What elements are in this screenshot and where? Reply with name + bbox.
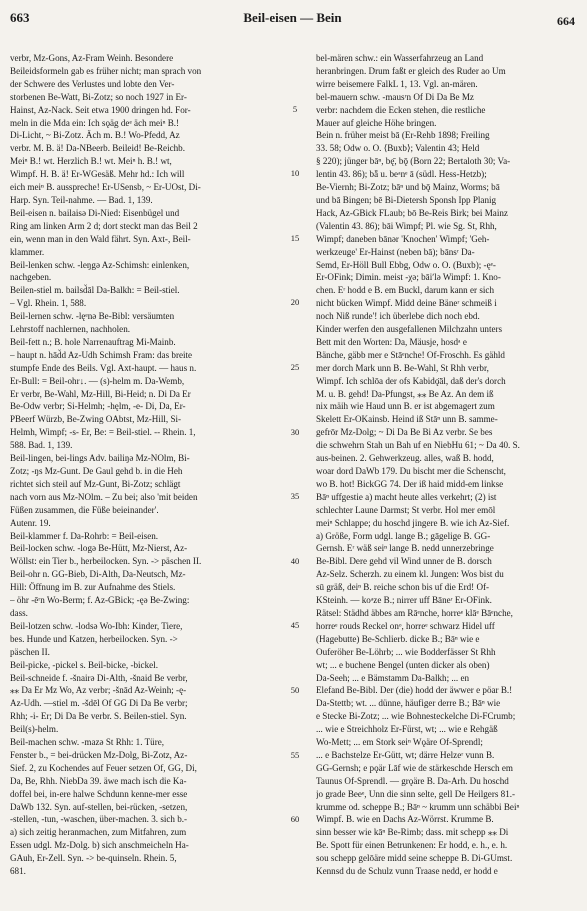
text-line: sinn besser wie kāⁿ Be-Rimb; dass. mit schepp ⁎⁎ Di	[316, 827, 509, 838]
page-number-left: 663	[10, 10, 30, 25]
text-line: Ouferöher Be-Löhrb; ... wie Bodderfässer St Rhh	[316, 646, 496, 657]
text-line: – öhr -ēʳn Wo-Berm; f. Az-GBick; -ęə Be-Zwing:	[10, 595, 190, 606]
text-line: Beil-lenken schw. -leŋgə Az-Schimsh: einlenken,	[10, 259, 190, 270]
text-line: – haupt n. hād̆d Az-Udh Schimsh Fram: das breite	[10, 349, 193, 360]
text-line: heranbringen. Drum faßt er gleich des Ruder ao Um	[316, 65, 506, 76]
text-line: Semd, Er-Höll Bull Ebbg, Odw o. O. (Buxb); -ęᵉ-	[316, 259, 496, 270]
text-line: gefrōr Mz-Dolg; ~ Di Da Be Bi Az verbr. Se bes	[316, 427, 493, 438]
text-line: krumme od. scheppe B.; Bāⁿ ~ krumm unn schäbbi Beiⁿ	[316, 801, 520, 812]
text-line: richtet sich steil auf Mz-Gunt, Bi-Zotz; schlägt	[10, 478, 181, 489]
right-column	[316, 52, 574, 878]
text-line: verbr, Mz-Gons, Az-Fram Weinh. Besondere	[10, 53, 174, 63]
text-line: Zotz; -ŋs Mz-Gunt. De Gaul gehd b. in die Heh	[10, 466, 183, 476]
line-number: 35	[290, 491, 300, 502]
text-line: meln in die Mda ein: Ich sǫäg deᵉ äch meiⁿ B.!	[10, 117, 180, 128]
text-line: lentin 43. 86); bǟ u. beᵃnᵉ ā (südl. Hess-Hetzb);	[316, 169, 487, 180]
text-line: Beil-lernen schw. -lęᵉnə Be-Bibl: versäumten	[10, 311, 175, 322]
text-line: nicht bücken Wimpf. Midd deine Bäneʳ schmeiß i	[316, 298, 497, 309]
text-line: Taunus Of-Sprendl. — grǫäre B. Da-Arh. Du hoschd	[316, 775, 509, 786]
text-line: Beil-locken schw. -logə Be-Hütt, Mz-Nierst, Az-	[10, 543, 188, 554]
text-line: noch Niß runde'! ich überlebe dich noch ebd.	[316, 311, 480, 322]
text-line: Beil-schneide f. -šnairə Di-Alth, -šnaid Be verbr,	[10, 672, 188, 683]
line-number: 25	[290, 362, 300, 373]
text-line: chen. Eʳ hodd e B. em Buckl, darum kann er sich	[316, 285, 494, 296]
text-line: Wo-Mett; ... em Stork seiⁿ Wǫäre Of-Sprendl;	[316, 737, 483, 748]
line-number: 40	[290, 555, 300, 566]
text-line: Meiⁿ B.! wt. Herzlich B.! wt. Meiⁿ h. B.! wt,	[10, 156, 172, 167]
text-line: Bänche, gäbb mer e Stāᵉnche! Of-Froschh. Es gähld	[316, 349, 505, 360]
line-number: 55	[290, 749, 300, 760]
text-line: 681.	[10, 866, 26, 877]
text-line: Füßen zusammen, die Füße beieinander'.	[10, 504, 159, 515]
text-line: Di-Licht, ~ Bi-Zotz. Äch m. B.! Wo-Pfedd, Az	[10, 130, 180, 141]
text-line: klammer.	[10, 246, 45, 257]
text-line: schlechter Laune Darmst; St verbr. Hol mer emōl	[316, 504, 496, 515]
text-line: – Vgl. Rhein. 1, 588.	[10, 298, 87, 309]
text-line: stumpfe Ende des Beils. Vgl. Axt-haupt. — haus n.	[10, 362, 197, 373]
text-line: storbenen Be-Watt, Bi-Zotz; so noch 1927 in Er-	[10, 91, 187, 102]
text-line: Beileidsformeln gab es früher nicht; man sprach von	[10, 65, 202, 76]
text-line: a) Größe, Form udgl. lange B.; gāgelige B. GG-	[316, 530, 491, 541]
text-line: sou schepp gelōäre midd seine scheppe B. Di-GUmst.	[316, 853, 513, 864]
text-line: die schwehrn Stah un Bah uf en NiebHu 61; ~ Da 40. S.	[316, 440, 520, 451]
text-line: Beil-lingen, bei-lings Adv. bailiŋə Mz-NOlm, Bi-	[10, 453, 190, 464]
running-head: Beil-eisen — Bein	[243, 10, 342, 25]
text-line: Essen udgl. Mz-Dolg. b) sich anschmeicheln Ha-	[10, 840, 189, 851]
text-line: jo grade Beeᵉ, Unn die sinn selte, gell De Heilgers 81.-	[316, 788, 516, 799]
text-line: ein, wenn man in den Wald fährt. Syn. Axt-, Beil-	[10, 233, 191, 244]
text-line: Wimpf; daneben bānər 'Knochen' Wimpf; 'Geh-	[316, 233, 490, 244]
text-line: Elefand Be-Bibl. Der (die) hodd der äwwer e pöar B.!	[316, 685, 513, 696]
text-line: GG-Gernsh; e pǫär Lāf wie de stärkeschde Hersch em	[316, 762, 513, 773]
text-line: wirre beisemere FalkL 1, 13. Vgl. an-mären.	[316, 78, 478, 89]
text-line: Mauer auf gleiche Höhe bringen.	[316, 117, 437, 128]
text-line: a) sich zeitig heranmachen, zum Mitfahren, zum	[10, 827, 187, 838]
text-line: bes. Hunde und Katzen, herbeilocken. Syn. ->	[10, 633, 178, 644]
text-line: verbr: nachdem die Ecken stehen, die restliche	[316, 104, 486, 115]
text-line: Bett mit den Worten: Da, Mäusje, hosdᵃ e	[316, 336, 467, 347]
text-line: Beil-picke, -pickel s. Beil-bicke, -bickel.	[10, 659, 158, 670]
text-line: Beil(s)-helm.	[10, 724, 59, 735]
text-line: bel-mauern schw. -mausʳn Of Di Da Be Mz	[316, 91, 474, 102]
text-line: (Hagebutte) Be-Schlierb. dicke B.; Bāⁿ wie e	[316, 633, 480, 644]
text-line: e Stecke Bi-Zotz; ... wie Bohnesteckelche Di-FCrumb;	[316, 711, 516, 722]
text-line: DaWb 132. Syn. auf-stellen, bei-rücken, -setzen,	[10, 801, 188, 812]
text-line: (Valentin 43. 86); bāi Wimpf; Pl. wie Sg. St, Rhh,	[316, 220, 497, 231]
text-line: woar dord DaWb 179. Du bischt mer die Schenscht,	[316, 466, 506, 476]
text-line: § 220); jünger bāⁿ, bę̄, bǭ (Born 22; Bertaloth 30; Va-	[316, 156, 511, 167]
text-line: Da-Seeh; ... e Bämstamm Da-Balkh; ... en	[316, 672, 470, 683]
text-line: Rätsel: Städhd äbbes am Rāᵉnche, horreᵉ klāᵉ Bāᵉnche,	[316, 607, 513, 618]
line-number: 20	[290, 297, 300, 308]
text-line: nachgeben.	[10, 272, 52, 283]
line-number: 10	[290, 168, 300, 179]
page-header	[10, 10, 575, 32]
left-column	[10, 52, 272, 878]
text-line: ⁎⁎ Da Er Mz Wo, Az verbr; -šnād Az-Weinh; -ę-	[10, 685, 187, 696]
text-line: sū gräß, deiⁿ B. reiche schon bis uf die Erd! Of-	[316, 582, 490, 593]
line-number: 15	[290, 232, 300, 243]
text-line: Autenr. 19.	[10, 517, 51, 528]
text-line: Beil-klammer f. Da-Rohrb: = Beil-eisen.	[10, 530, 159, 541]
text-line: Bein n. früher meist bā (Er-Rehb 1898; Freiling	[316, 130, 490, 141]
text-line: aus-beinen. 2. Gehwerkzeug. alles, waß B. hodd,	[316, 453, 494, 464]
line-number: 45	[290, 620, 300, 631]
text-line: -stellen, -tun, -waschen, über-machen. 3. sich b.-	[10, 814, 188, 825]
page-number-right: 664	[557, 14, 575, 28]
text-line: Beil-ohr n. GG-Bieb, Di-Alth, Da-Neutsch, Mz-	[10, 569, 186, 580]
text-line: wt; ... e buchene Bengel (unten dicker als oben)	[316, 659, 490, 670]
text-line: Er-OFink; Dimin. meist -χə; bāiʹlə Wimpf: 1. Kno-	[316, 272, 501, 283]
text-line: Be-Bibl. Dere gehd vil Wind unner de B. dorsch	[316, 556, 492, 567]
text-line: Er verbr, Be-Wahl, Mz-Hill, Bi-Heid; n. Di Da Er	[10, 388, 191, 399]
text-line: 33. 58; Odw o. O. ⟨Buxb⟩; Valentin 43; Held	[316, 143, 480, 154]
line-number: 50	[290, 685, 300, 696]
text-line: Wimpf. H. B. ä! Er-WGesäß. Mehr hd.: Ich will	[10, 169, 185, 180]
text-line: Gernsh. Eʳ wäß seiⁿ lange B. nedd unnerzebringe	[316, 543, 494, 554]
text-line: päschen II.	[10, 646, 50, 657]
text-line: Az-Selz. Scherzh. zu einem kl. Jungen: Wos bist du	[316, 569, 504, 580]
text-line: ... e Bachstelze Er-Gütt, wt; därre Helzeʳ vunn B.	[316, 749, 495, 760]
line-number: 5	[292, 103, 298, 114]
text-line: Rhh; -i- Er; Di Da Be verbr. S. Beilen-stiel. Syn.	[10, 711, 187, 722]
text-line: Hill: Öffnung im B. zur Aufnahme des Stiels.	[10, 582, 176, 593]
text-line: Da-Stettb; wt. ... dünne, häufiger derre B.; Bāⁿ wie	[316, 698, 501, 709]
text-line: mer dorch Mark unn B. Be-Wahl, St Rhh verbr,	[316, 362, 489, 373]
text-line: Skelett Er-OKainsb. Heind iß Stāⁿ unn B. samme-	[316, 414, 498, 425]
text-line: KSteinh. — koᵃze B.; nirrer uff Bāneʳ Er-OFink.	[316, 595, 492, 606]
text-line: Lehrstoff nachlernen, nachholen.	[10, 324, 131, 335]
text-line: M. u. B. gehd! Da-Pfungst, ⁎⁎ Be Az. An dem iß	[316, 388, 494, 399]
text-line: Helmh, Wimpf; -s- Er, Be: = Beil-stiel. -- Rhein. 1,	[10, 427, 196, 438]
text-line: Be-Odw verbr; Si-Helmh; -hęlm, -e- Di, Da, Er-	[10, 401, 186, 412]
text-line: nach vorn aus Mz-NOlm. – Zu bei; also 'mit beiden	[10, 491, 198, 502]
text-line: Sief. 2, zu Kochendes auf Feuer setzen Of, GG, Di,	[10, 762, 197, 773]
line-number: 60	[290, 814, 300, 825]
text-line: Az-Udh. —stiel m. -šdēl Of GG Di Da Be verbr;	[10, 698, 188, 709]
text-line: Beil-machen schw. -mazə St Rhh: 1. Türe,	[10, 737, 165, 748]
text-line: bel-mären schw.: ein Wasserfahrzeug an Land	[316, 53, 484, 63]
text-line: Wimpf. B. wie en Dachs Az-Wörrst. Krumme B.	[316, 814, 494, 825]
text-line: doffel bei, in-ere halwe Schdunn kenne-mer esse	[10, 788, 188, 799]
text-line: verbr. M. B. ä! Da-NBeerb. Beileid! Be-Reichb.	[10, 143, 186, 154]
text-line: Be. Spott für einen Betrunkenen: Er hodd, e. h., e. h.	[316, 840, 508, 851]
text-line: wo B. hot! BickGG 74. Der iß haid midd-em linkse	[316, 478, 504, 489]
text-line: horreᵉ rouds Reckel onᵒ, horreᵉ schwarz Hidel uff	[316, 620, 495, 631]
text-line: meiⁿ Schlappe; du hoschd jingere B. wie ich Az-Sief.	[316, 517, 510, 528]
text-line: Da, Be, Rhh. NiebDa 39. äwe mach isch die Ka-	[10, 775, 187, 786]
text-line: Beilen-stiel m. bailsd̆āl Da-Balkh: = Beil-stiel.	[10, 285, 180, 296]
text-line: Wimpf. Ich schlōa der ofs Kabidǫ̈āl, daß der's dorch	[316, 375, 506, 386]
text-line: GAuh, Er-Zell. Syn. -> be-quinseln. Rhein. 5,	[10, 853, 177, 864]
text-line: Ring am linken Arm 2 d; dort steckt man das Beil 2	[10, 220, 198, 231]
text-line: Harp. Syn. Teil-nahme. — Bad. 1, 139.	[10, 194, 153, 205]
text-line: Hainst, Az-Nack. Seit etwa 1900 dringen hd. For-	[10, 104, 191, 115]
text-line: Beil-fett n.; B. hole Narrenauftrag Mi-Mainb.	[10, 336, 176, 347]
text-line: eich meiⁿ B. ausspreche! Er-USensb, ~ Er-UOst, Di-	[10, 182, 201, 193]
text-line: Hack, Az-GBick FLaub; bō Be-Reis Birk; bei Mainz	[316, 207, 508, 218]
text-line: dass.	[10, 607, 28, 618]
text-line: ... wie e Streichholz Er-Fürst, wt; ... wie e Rehgäß	[316, 724, 498, 735]
text-line: Beil-eisen n. bailaisə Di-Nied: Eisenbügel und	[10, 207, 180, 218]
text-line: Fenster b., = bei-drücken Mz-Dolg, Bi-Zotz, Az-	[10, 749, 188, 760]
text-line: PBeerf Würzb, Be-Zwing OAbtst, Mz-Hill, Si-	[10, 414, 182, 425]
text-line: Wöllst: ein Tier b., herbeilocken. Syn. -> päschen II.	[10, 556, 202, 567]
text-line: Be-Viernh; Bi-Zotz; bāⁿ und bǭ Mainz, Worms; bā	[316, 182, 500, 193]
text-line: und bā Bingen; bē Bi-Dietersh Sponsh Ipp Planig	[316, 194, 497, 205]
text-line: Kennsd du de Schulz vunn Traase nedd, er hodd e	[316, 866, 498, 877]
text-line: werkzeuge' Er-Hainst (neben bā); bānsʳ Da-	[316, 246, 475, 257]
text-line: Bāⁿ uffgestie a) macht heute alles verkehrt; (2) ist	[316, 491, 497, 502]
text-line: 588. Bad. 1, 139.	[10, 440, 73, 451]
text-line: Beil-lotzen schw. -lodsə Wo-Ibh: Kinder, Tiere,	[10, 620, 183, 631]
text-line: Kinder werfen den ausgefallenen Milchzahn unters	[316, 324, 503, 335]
text-line: Er-Bull: = Beil-ohr↓. — (s)-helm m. Da-Wemb,	[10, 375, 185, 386]
text-line: nix mäih wie Haud unn B. er ist abgemagert zum	[316, 401, 495, 412]
line-number: 30	[290, 426, 300, 437]
text-line: der Schwere des Verlustes und lobte den Ver-	[10, 78, 175, 89]
